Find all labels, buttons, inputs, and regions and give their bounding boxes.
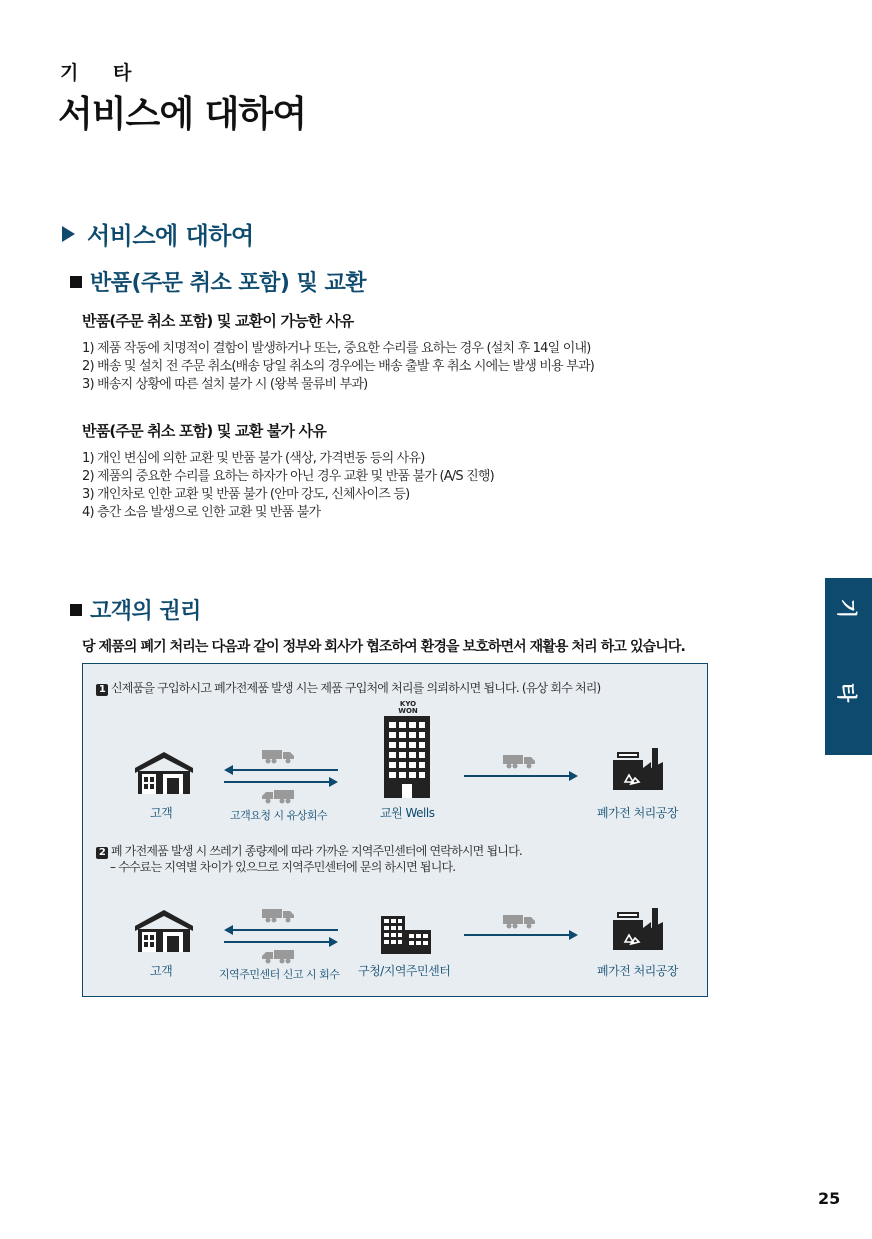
square-bullet-icon (70, 604, 82, 616)
list-item: 3) 개인차로 인한 교환 및 반품 불가 (안마 강도, 신체사이즈 등) (82, 487, 410, 502)
office-building-icon (381, 916, 431, 954)
factory-recycle-icon (613, 748, 663, 790)
factory-recycle-icon (613, 908, 663, 950)
customer-label: 고객 (150, 964, 173, 978)
two-way-arrows (224, 764, 338, 784)
square-bullet-icon (70, 276, 82, 288)
truck-icon (262, 788, 294, 804)
triangle-bullet-icon (62, 226, 75, 242)
impossible-list (82, 450, 494, 522)
possible-list (82, 340, 594, 394)
truck-icon (503, 913, 535, 929)
warehouse-icon (135, 910, 193, 952)
returns-title (70, 266, 366, 297)
truck-icon (262, 748, 294, 764)
list-item: 1) 제품 작동에 치명적이 결함이 발생하거나 또는, 중요한 수리를 요하는 경우 (설치 후 14일 이내) (82, 341, 591, 356)
list-item: 4) 층간 소음 발생으로 인한 교환 및 반품 불가 (82, 505, 321, 520)
rights-title (70, 594, 201, 625)
company-logo: KYO WON (398, 700, 418, 715)
truck-icon (262, 907, 294, 923)
customer-label: 고객 (150, 806, 173, 820)
category-label: 기 타 (60, 62, 146, 84)
step1-note (96, 679, 600, 696)
step2-subnote: – 수수료는 지역별 차이가 있으므로 지역주민센터에 문의 하시면 됩니다. (110, 860, 456, 874)
building-icon (384, 716, 430, 798)
truck-icon (262, 948, 294, 964)
side-tab-char: 기 (835, 598, 859, 619)
factory-label: 폐가전 처리공장 (597, 806, 678, 820)
step-number-badge: 1 (96, 684, 108, 696)
truck-icon (503, 753, 535, 769)
page-title: 서비스에 대하여 (58, 94, 306, 135)
arrow-label: 고객요청 시 유상회수 (230, 809, 328, 822)
arrow-right (464, 929, 578, 941)
list-item: 2) 배송 및 설치 전 주문 취소(배송 당일 취소의 경우에는 배송 출발 후 취소 시에는 발생 비용 부과) (82, 359, 594, 374)
step1-note-text: 신제품을 구입하시고 폐가전제품 발생 시는 제품 구입처에 처리를 의뢰하시면 됩니다. (유상 회수 처리) (111, 681, 601, 695)
section-title-text: 서비스에 대하여 (87, 222, 254, 250)
step-number-badge: 2 (96, 847, 108, 859)
list-item: 3) 배송지 상황에 따른 설치 불가 시 (왕복 물류비 부과) (82, 377, 368, 392)
rights-intro: 당 제품의 폐기 처리는 다음과 같이 정부와 회사가 협조하여 환경을 보호하면서 재활용 처리 하고 있습니다. (82, 639, 685, 655)
possible-heading: 반품(주문 취소 포함) 및 교환이 가능한 사유 (82, 312, 354, 330)
arrow-right (464, 770, 578, 782)
arrow-label: 지역주민센터 신고 시 회수 (219, 968, 340, 981)
impossible-heading: 반품(주문 취소 포함) 및 교환 불가 사유 (82, 422, 326, 440)
factory-label: 폐가전 처리공장 (597, 964, 678, 978)
list-item: 2) 제품의 중요한 수리를 요하는 하자가 아닌 경우 교환 및 반품 불가 (A/S 진행) (82, 469, 494, 484)
section-title (62, 216, 254, 251)
page-number: 25 (818, 1189, 841, 1208)
step2-note (96, 842, 522, 859)
office-label: 구청/지역주민센터 (358, 964, 451, 978)
step2-note-text: 폐 가전제품 발생 시 쓰레기 종량제에 따라 가까운 지역주민센터에 연락하시면 됩니다. (111, 844, 522, 858)
list-item: 1) 개인 변심에 의한 교환 및 반품 불가 (색상, 가격변동 등의 사유) (82, 451, 425, 466)
returns-title-text: 반품(주문 취소 포함) 및 교환 (90, 271, 367, 296)
company-label: 교원 Wells (380, 806, 435, 820)
rights-title-text: 고객의 권리 (90, 599, 201, 624)
warehouse-icon (135, 752, 193, 794)
two-way-arrows (224, 924, 338, 944)
side-tab-char: 타 (835, 682, 859, 703)
